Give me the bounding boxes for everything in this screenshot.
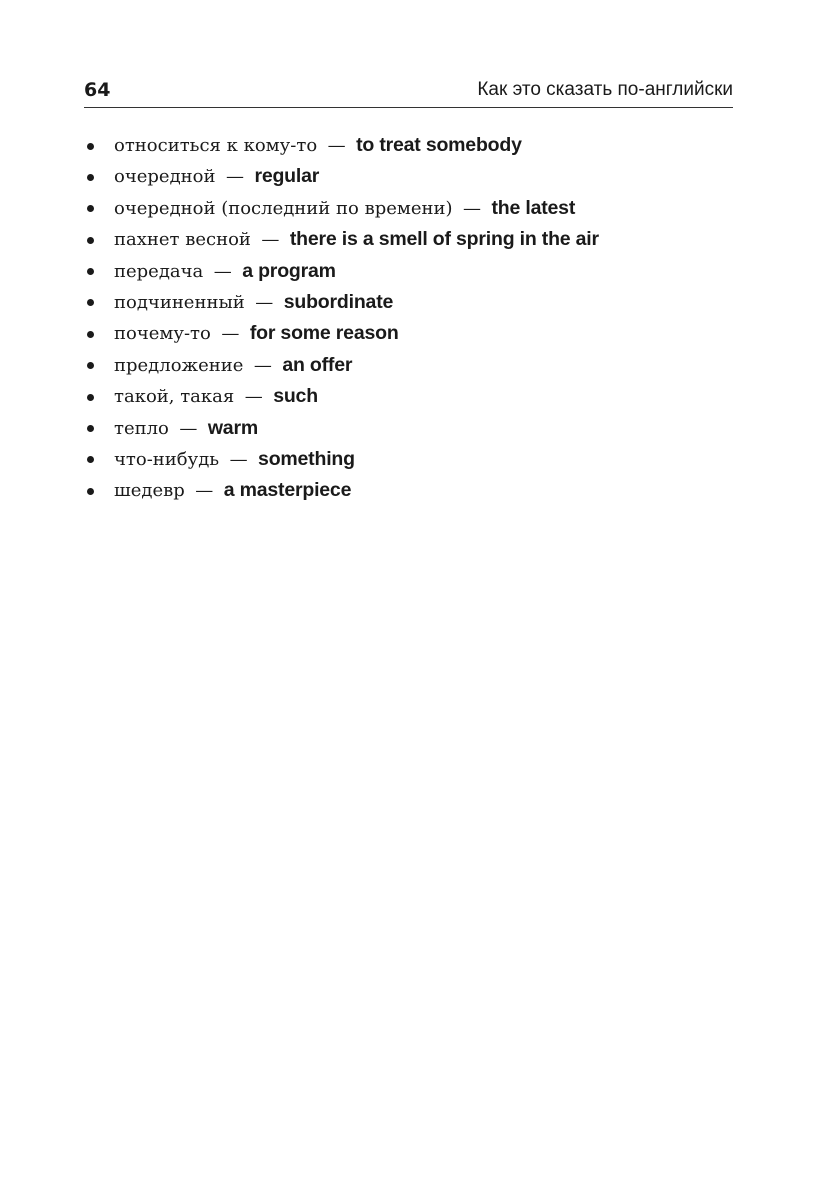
bullet-icon [87,268,94,275]
dash-separator: — [173,417,204,439]
dash-separator: — [239,386,269,408]
list-item [84,161,733,192]
english-translation: warm [207,416,258,439]
english-translation: for some reason [249,322,399,345]
russian-term: тепло [114,417,169,439]
russian-term: очередной (последний по времени) [114,197,453,219]
dash-separator: — [249,291,279,313]
dash-separator: — [321,135,352,156]
english-translation: regular [254,165,320,188]
bullet-icon [87,425,94,432]
dash-separator: — [223,448,254,470]
dash-separator: — [255,229,286,251]
list-item [84,318,733,349]
dash-separator: — [220,166,250,188]
running-head [84,74,733,108]
bullet-icon [87,174,94,181]
english-translation: there is a smell of spring in the air [289,228,599,251]
russian-term: почему-то [114,323,211,345]
russian-term: предложение [114,354,244,376]
english-translation: subordinate [283,290,394,313]
russian-term: очередной [114,166,216,188]
list-item [84,224,733,255]
russian-term: передача [114,260,204,282]
english-translation: an offer [282,353,353,376]
list-item [84,130,733,161]
bullet-icon [87,394,94,401]
vocabulary-list [84,130,733,507]
list-item [84,444,733,475]
russian-term: шедевр [114,480,185,502]
english-translation: a masterpiece [223,479,352,502]
list-item [84,287,733,318]
english-translation: such [273,385,318,408]
bullet-icon [87,331,94,338]
russian-term: такой, такая [114,386,235,408]
list-item [84,475,733,506]
bullet-icon [87,143,94,150]
russian-term: относиться к кому-то [114,135,318,156]
list-item [84,256,733,287]
dash-separator: — [208,260,238,282]
dash-separator: — [457,197,487,219]
russian-term: пахнет весной [114,229,251,251]
book-title: Как это сказать по-английски [477,79,733,100]
bullet-icon [87,362,94,369]
dash-separator: — [215,323,246,345]
dash-separator: — [248,354,278,376]
list-item [84,193,733,224]
english-translation: to treat somebody [356,134,522,156]
bullet-icon [87,456,94,463]
bullet-icon [87,205,94,212]
bullet-icon [87,237,94,244]
dash-separator: — [189,480,219,502]
english-translation: something [258,447,355,470]
bullet-icon [87,299,94,306]
bullet-icon [87,488,94,495]
list-item [84,413,733,444]
russian-term: что-нибудь [114,448,220,470]
page-number: 64 [84,79,111,101]
list-item [84,350,733,381]
english-translation: a program [242,259,336,282]
list-item [84,381,733,412]
russian-term: подчиненный [114,291,245,313]
english-translation: the latest [491,196,576,219]
